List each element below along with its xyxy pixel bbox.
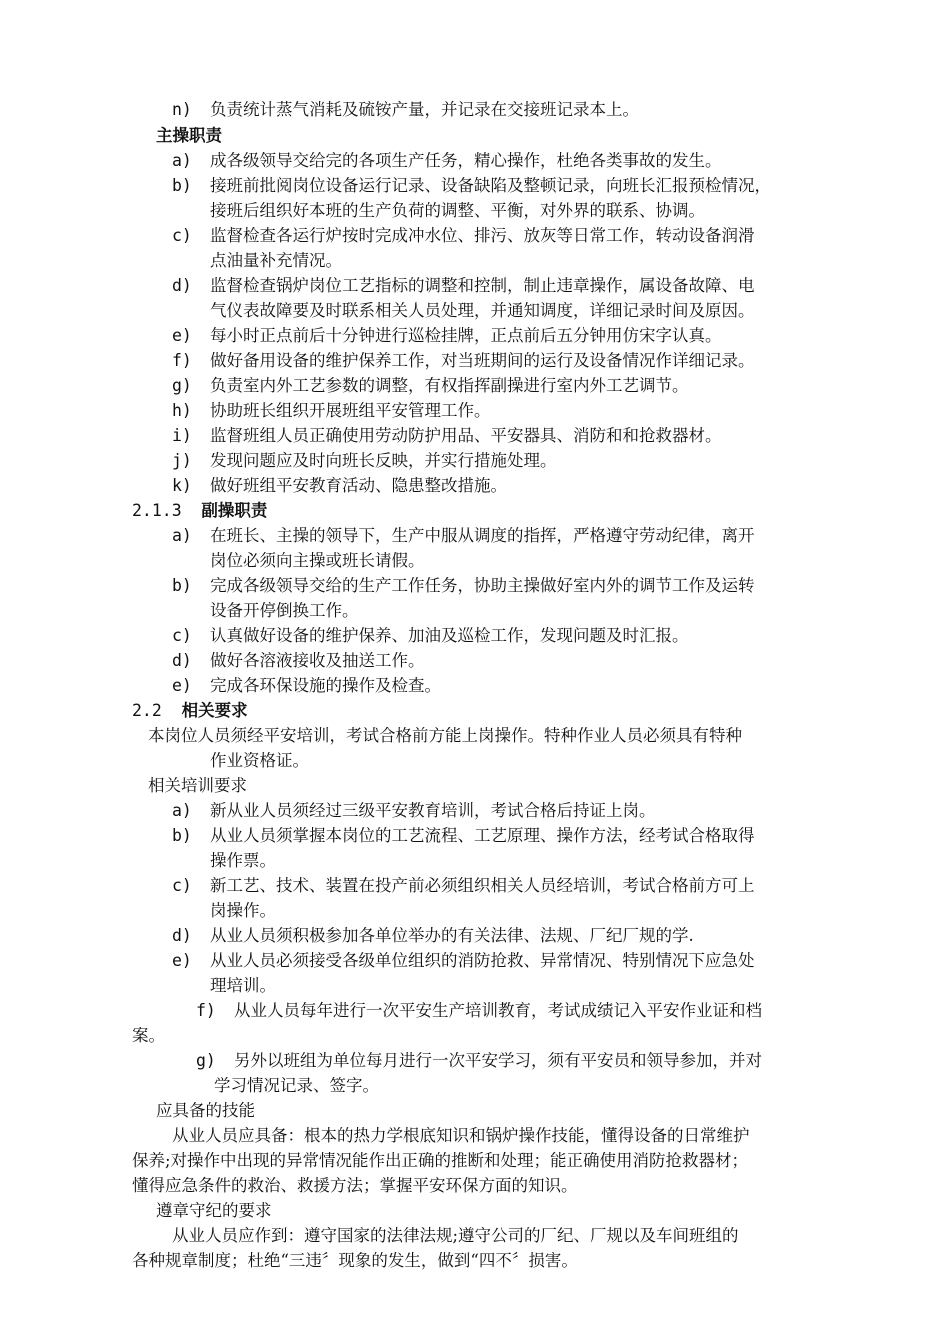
item-text: 监督检查锅炉岗位工艺指标的调整和控制，制止违章操作，属设备故障、电 <box>210 276 755 295</box>
item-marker: e) <box>172 951 192 970</box>
paragraph-line: 从业人员应作到：遵守国家的法律法规;遵守公司的厂纪、厂规以及车间班组的 <box>172 1226 739 1245</box>
paragraph-line: 懂得应急条件的救治、救援方法；掌握平安环保方面的知识。 <box>132 1176 578 1195</box>
item-marker: d) <box>172 276 192 295</box>
section-heading <box>132 701 248 721</box>
item-text: 完成各级领导交给的生产工作任务，协助主操做好室内外的调节工作及运转 <box>210 576 755 595</box>
item-text: 做好班组平安教育活动、隐患整改措施。 <box>210 476 507 495</box>
section-number: 2.2 <box>132 701 162 720</box>
item-marker: c) <box>172 626 192 645</box>
item-text: 在班长、主操的领导下，生产中服从调度的指挥，严格遵守劳动纪律，离开 <box>210 526 755 545</box>
item-text: 接班前批阅岗位设备运行记录、设备缺陷及整顿记录，向班长汇报预检情况， <box>210 176 771 195</box>
item-marker: b) <box>172 826 192 845</box>
item-text: 协助班长组织开展班组平安管理工作。 <box>210 401 491 420</box>
item-text: 从业人员必须接受各级单位组织的消防抢救、异常情况、特别情况下应急处 <box>210 951 755 970</box>
item-text: 成各级领导交给完的各项生产任务，精心操作，杜绝各类事故的发生。 <box>210 151 722 170</box>
item-text: 负责统计蒸气消耗及硫铵产量，并记录在交接班记录本上。 <box>210 100 639 119</box>
item-text: 理培训。 <box>210 976 276 995</box>
item-marker: b) <box>172 576 192 595</box>
section-title: 相关要求 <box>181 701 248 720</box>
item-text: 做好备用设备的维护保养工作，对当班期间的运行及设备情况作详细记录。 <box>210 351 755 370</box>
item-marker: b) <box>172 176 192 195</box>
item-text: 从业人员每年进行一次平安生产培训教育，考试成绩记入平安作业证和档 <box>234 1001 762 1020</box>
item-text: 从业人员须积极参加各单位举办的有关法律、法规、厂纪厂规的学. <box>210 926 694 945</box>
item-text: 发现问题应及时向班长反映，并实行措施处理。 <box>210 451 557 470</box>
item-marker: f) <box>196 1001 216 1020</box>
item-text: 从业人员须掌握本岗位的工艺流程、工艺原理、操作方法，经考试合格取得 <box>210 826 755 845</box>
item-text: 点油量补充情况。 <box>210 251 342 270</box>
item-text: 岗位必须向主操或班长请假。 <box>210 551 425 570</box>
item-marker: a) <box>172 151 192 170</box>
subsection-heading: 相关培训要求 <box>148 776 247 795</box>
item-text: 另外以班组为单位每月进行一次平安学习，须有平安员和领导参加，并对 <box>234 1051 762 1070</box>
item-marker: n) <box>172 100 192 119</box>
item-text: 完成各环保设施的操作及检查。 <box>210 676 441 695</box>
item-text: 学习情况记录、签字。 <box>214 1076 379 1095</box>
item-text: 监督检查各运行炉按时完成冲水位、排污、放灰等日常工作，转动设备润滑 <box>210 226 755 245</box>
item-text: 做好各溶液接收及抽送工作。 <box>210 651 425 670</box>
item-marker: h) <box>172 401 192 420</box>
subsection-heading: 应具备的技能 <box>156 1101 255 1120</box>
item-marker: e) <box>172 326 192 345</box>
item-marker: g) <box>196 1051 216 1070</box>
item-marker: d) <box>172 651 192 670</box>
item-text: 操作票。 <box>210 851 276 870</box>
item-marker: e) <box>172 676 192 695</box>
item-marker: f) <box>172 351 192 370</box>
item-marker: c) <box>172 876 192 895</box>
item-marker: j) <box>172 451 192 470</box>
item-text: 案。 <box>132 1026 165 1045</box>
section-number: 2.1.3 <box>132 501 182 520</box>
item-text: 气仪表故障要及时联系相关人员处理，并通知调度，详细记录时间及原因。 <box>210 301 755 320</box>
item-marker: d) <box>172 926 192 945</box>
item-text: 认真做好设备的维护保养、加油及巡检工作，发现问题及时汇报。 <box>210 626 689 645</box>
paragraph-line: 本岗位人员须经平安培训，考试合格前方能上岗操作。特种作业人员必须具有特种 <box>148 726 742 745</box>
section-heading: 主操职责 <box>156 126 222 145</box>
item-text: 设备开停倒换工作。 <box>210 601 359 620</box>
item-marker: a) <box>172 801 192 820</box>
paragraph-line: 保养;对操作中出现的异常情况能作出正确的推断和处理；能正确使用消防抢救器材； <box>132 1151 749 1170</box>
item-text: 岗操作。 <box>210 901 276 920</box>
item-marker: c) <box>172 226 192 245</box>
section-heading <box>132 501 267 521</box>
item-text: 新从业人员须经过三级平安教育培训，考试合格后持证上岗。 <box>210 801 656 820</box>
item-text: 负责室内外工艺参数的调整，有权指挥副操进行室内外工艺调节。 <box>210 376 689 395</box>
item-text: 每小时正点前后十分钟进行巡检挂牌，正点前后五分钟用仿宋字认真。 <box>210 326 722 345</box>
section-title: 副操职责 <box>201 501 268 520</box>
item-marker: k) <box>172 476 192 495</box>
item-text: 监督班组人员正确使用劳动防护用品、平安器具、消防和和抢救器材。 <box>210 426 722 445</box>
item-marker: a) <box>172 526 192 545</box>
item-text: 接班后组织好本班的生产负荷的调整、平衡，对外界的联系、协调。 <box>210 201 705 220</box>
paragraph-line: 作业资格证。 <box>210 751 309 770</box>
paragraph-line: 各种规章制度；杜绝“三违〞现象的发生，做到“四不〞损害。 <box>132 1251 578 1270</box>
item-text: 新工艺、技术、装置在投产前必须组织相关人员经培训，考试合格前方可上 <box>210 876 755 895</box>
item-marker: g) <box>172 376 192 395</box>
subsection-heading: 遵章守纪的要求 <box>156 1201 272 1220</box>
paragraph-line: 从业人员应具备：根本的热力学根底知识和锅炉操作技能，懂得设备的日常维护 <box>172 1126 750 1145</box>
item-marker: i) <box>172 426 192 445</box>
